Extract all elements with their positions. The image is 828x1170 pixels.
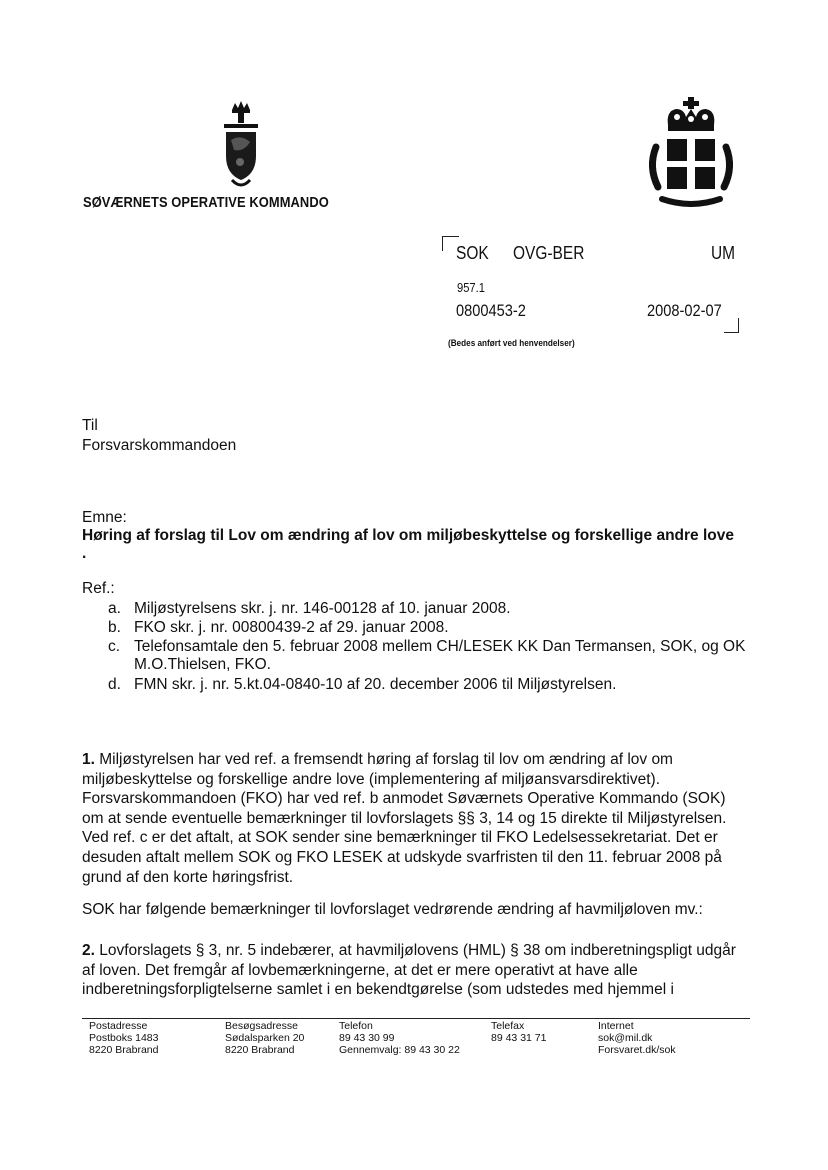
footer-phone-line2: Gennemvalg: 89 43 30 22 [339,1044,460,1056]
addressee-name: Forsvarskommandoen [82,437,237,454]
reference-unit: UM [711,243,736,263]
footer-fax [491,1020,546,1044]
footer-phone-line1: 89 43 30 99 [339,1032,395,1044]
journal-number: 0800453-2 [456,301,526,320]
paragraph-text: SOK har følgende bemærkninger til lovforslaget vedrørende ændring af havmiljøloven mv.: [82,901,703,918]
footer-phone [339,1020,460,1056]
reference-letter: d. [108,676,121,693]
subject-text: Høring af forslag til Lov om ændring af lov om miljøbeskyttelse og forskellige andre love . [82,527,734,562]
reference-text: FMN skr. j. nr. 5.kt.04-0840-10 af 20. december 2006 til Miljøstyrelsen. [134,676,617,693]
footer-fax-line1: 89 43 31 71 [491,1032,547,1044]
reference-text: Miljøstyrelsens skr. j. nr. 146-00128 af 10. januar 2008. [134,600,511,617]
reference-letter: b. [108,619,121,636]
footer-internet-label: Internet [598,1020,634,1032]
crown-cross-emblem-icon [636,95,746,207]
paragraph-text: Miljøstyrelsen har ved ref. a fremsendt høring af forslag til lov om ændring af lov om miljøbeskyttelse og forskellige andre love (implementering af miljøansvarsdirektivet). Forsvarskommandoen (FKO) har ved ref. b anmodet Søværnets Operative Kommando (SOK) om at sende eventuelle bemærkninger til lovforslagets §§ 3, 14 og 15 direkte til Miljøstyrelsen. Ved ref. c er det aftalt, at SOK sender sine bemærkninger til FKO Ledelsessekretariat. Det er desuden aftalt mellem SOK og FKO LESEK at udskyde svarfristen til den 11. februar 2008 på grund af den korte høringsfrist. [82,751,727,886]
footer-website-link[interactable]: Forsvaret.dk/sok [598,1044,676,1056]
paragraph-number: 1. [82,751,95,768]
reference-text: FKO skr. j. nr. 00800439-2 af 29. januar 2008. [134,619,449,636]
references-heading: Ref.: [82,580,115,597]
footer-email-link[interactable]: sok@mil.dk [598,1032,653,1044]
letter-date: 2008-02-07 [647,301,722,320]
paragraph-3 [82,941,742,1000]
organization-name: SØVÆRNETS OPERATIVE KOMMANDO [83,194,329,211]
footer-visit-line1: Sødalsparken 20 [225,1032,305,1044]
footer-postal-label: Postadresse [89,1020,148,1032]
reference-letter: a. [108,600,121,617]
paragraph-1 [82,750,742,887]
footer-postal-line1: Postboks 1483 [89,1032,159,1044]
footer-internet [598,1020,676,1056]
footer-postal-line2: 8220 Brabrand [89,1044,159,1056]
reference-text: Telefonsamtale den 5. februar 2008 mellem CH/LESEK KK Dan Termansen, SOK, og OK M.O.Thielsen, FKO. [134,638,746,673]
footer-visit-address [225,1020,304,1056]
reference-letter: c. [108,638,121,655]
paragraph-number: 2. [82,942,95,959]
footer-visit-line2: 8220 Brabrand [225,1044,295,1056]
footer-fax-label: Telefax [491,1020,525,1032]
paragraph-text: Lovforslagets § 3, nr. 5 indebærer, at havmiljølovens (HML) § 38 om indberetningspligt udgår af loven. Det fremgår af lovbemærkningerne, at det er mere operativt at have alle indberetningsforpligtelserne samlet i en bekendtgørelse (som udstedes med hjemmel i [82,942,736,999]
footer-visit-label: Besøgsadresse [225,1020,298,1032]
reference-department: OVG-BER [513,243,585,263]
reference-note: (Bedes anført ved henvendelser) [448,338,575,349]
subject-label: Emne: [82,509,127,526]
coat-of-arms-icon [216,100,266,190]
reference-code: 957.1 [457,280,485,295]
footer-postal-address [89,1020,158,1056]
paragraph-2 [82,900,742,920]
footer-phone-label: Telefon [339,1020,373,1032]
addressee-label: Til [82,417,98,434]
footer-divider [82,1018,750,1019]
reference-sender: SOK [456,243,489,263]
reference-bracket-bottom-right [724,318,739,333]
